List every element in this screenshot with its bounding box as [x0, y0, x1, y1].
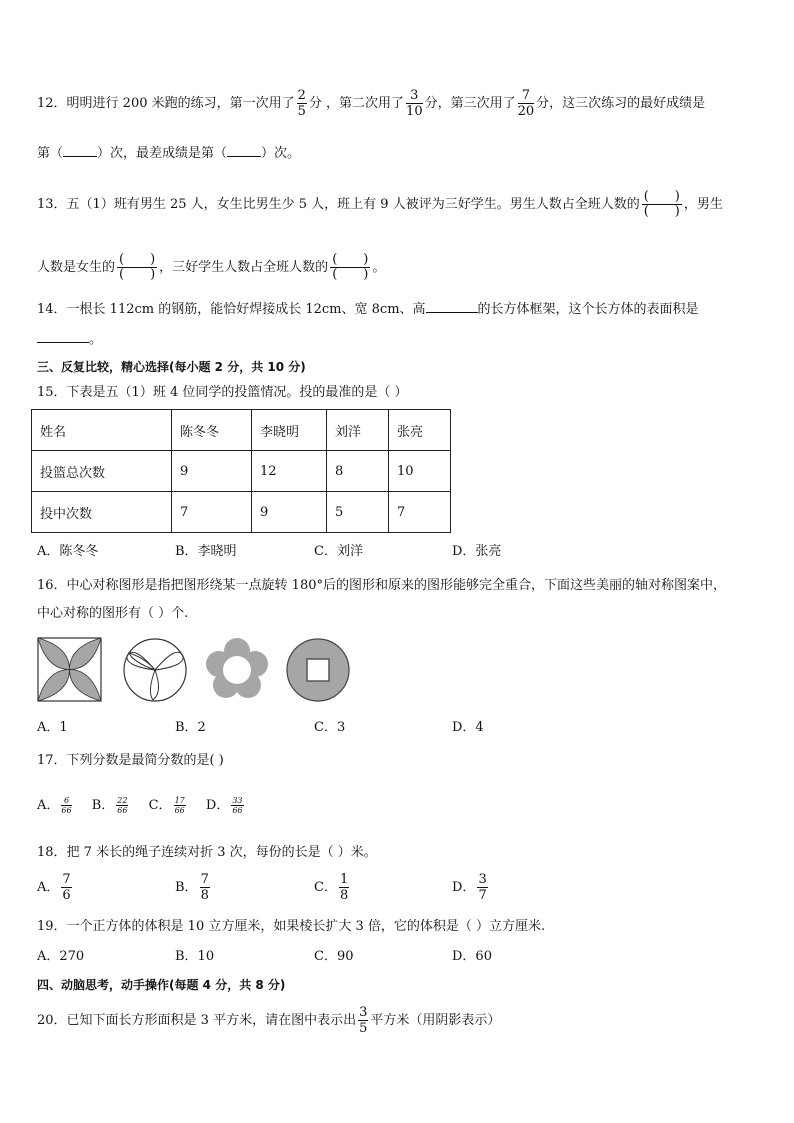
circle-three-petal-figure: [124, 639, 186, 701]
q16-option-b[interactable]: B．2: [175, 720, 206, 735]
q20-fraction: $\frac{3}{5}$: [359, 1005, 368, 1036]
q15-table: [31, 409, 451, 533]
table-cell: 刘洋: [327, 410, 389, 451]
q12-text-d: 分，这三次练习的最好成绩是: [536, 96, 706, 111]
q15-stem: 15．下表是五（1）班 4 位同学的投篮情况。投的最准的是（ ）: [37, 385, 408, 400]
table-cell: 8: [327, 451, 389, 492]
q18-option-d[interactable]: D． $\frac{3}{7}$: [452, 872, 487, 903]
q14-line-2: [37, 330, 102, 350]
table-cell: 9: [252, 492, 327, 533]
q18-option-c[interactable]: C． $\frac{1}{8}$: [314, 872, 349, 903]
coin-figure: [287, 639, 349, 701]
q17-options: [37, 796, 246, 816]
table-row: [32, 492, 451, 533]
section-3-heading: 三、反复比较，精心选择(每小题 2 分，共 10 分): [37, 360, 306, 374]
q16-line-1: 16．中心对称图形是指把图形绕某一点旋转 180°后的图形和原来的图形能够完全重合，下面这些美丽的轴对称图案中，: [37, 578, 726, 593]
q19-option-d[interactable]: D．60: [452, 949, 492, 964]
table-cell: 10: [389, 451, 451, 492]
q16-option-a[interactable]: A．1: [37, 720, 68, 735]
table-cell: 12: [252, 451, 327, 492]
q12-text-e: 第（: [37, 146, 64, 161]
q15-option-d[interactable]: D．张亮: [452, 544, 502, 559]
q15-option-b[interactable]: B．李晓明: [175, 544, 237, 559]
table-cell: 7: [389, 492, 451, 533]
q12-text-g: ）次。: [261, 146, 301, 161]
q17-option-a[interactable]: A． $\frac{6}{66}$: [37, 796, 72, 815]
table-cell: 李晓明: [252, 410, 327, 451]
q14-text-c: 。: [89, 332, 103, 347]
q12-text-c: 分，第三次用了: [424, 96, 516, 111]
q14-answer-blank-height[interactable]: [426, 312, 478, 313]
table-cell: 9: [172, 451, 252, 492]
q14-text-b: 的长方体框架，这个长方体的表面积是: [477, 302, 699, 317]
q16-figures: [37, 637, 367, 707]
q16-line-2: 中心对称的图形有（ ）个.: [37, 606, 189, 621]
q18-option-a[interactable]: A． $\frac{7}{6}$: [37, 872, 71, 903]
q13-answer-fraction-3[interactable]: ( ) ( ): [332, 252, 369, 282]
q12-answer-blank-2[interactable]: [227, 156, 261, 157]
q15-option-a[interactable]: A．陈冬冬: [37, 544, 99, 559]
q20-text-a: 20．已知下面长方形面积是 3 平方米，请在图中表示出: [37, 1013, 357, 1028]
q13-text-c: 人数是女生的: [37, 260, 116, 275]
table-cell: 7: [172, 492, 252, 533]
q12-text-a: 12．明明进行 200 米跑的练习，第一次用了: [37, 96, 295, 111]
q16-option-c[interactable]: C．3: [314, 720, 346, 735]
q13-answer-fraction-1[interactable]: ( ) ( ): [643, 189, 680, 219]
section-4-heading: 四、动脑思考，动手操作(每题 4 分，共 8 分): [37, 978, 286, 992]
q12-line-1: [37, 88, 705, 119]
q14-answer-blank-area[interactable]: [37, 342, 89, 343]
q19-stem: 19．一个正方体的体积是 10 立方厘米，如果棱长扩大 3 倍，它的体积是（ ）立方厘米.: [37, 919, 546, 934]
q13-line-1: [37, 190, 723, 219]
q18-stem: 18．把 7 米长的绳子连续对折 3 次，每份的长是（ ）米。: [37, 845, 377, 860]
table-cell: 投中次数: [32, 492, 172, 533]
q19-option-a[interactable]: A．270: [37, 949, 85, 964]
q12-fraction-1: $\frac{2}{5}$: [297, 88, 306, 119]
q12-answer-blank-1[interactable]: [63, 156, 97, 157]
q13-line-2: [37, 253, 385, 282]
q12-fraction-3: $\frac{7}{20}$: [517, 88, 535, 119]
q13-text-d: ，三好学生人数占全班人数的: [159, 260, 329, 275]
square-petal-figure: [38, 638, 101, 701]
q18-option-b[interactable]: B． $\frac{7}{8}$: [175, 872, 209, 903]
flower-figure: [206, 638, 268, 698]
q17-option-d[interactable]: D． $\frac{33}{66}$: [205, 796, 243, 815]
table-row: [32, 410, 451, 451]
q12-text-f: ）次，最差成绩是第（: [97, 146, 228, 161]
q20-text-b: 平方米（用阴影表示）: [370, 1013, 501, 1028]
q13-text-a: 13．五（1）班有男生 25 人，女生比男生少 5 人，班上有 9 人被评为三好学生。男生人数占全班人数的: [37, 197, 640, 212]
q17-option-c[interactable]: C． $\frac{17}{66}$: [148, 796, 185, 815]
table-cell: 张亮: [389, 410, 451, 451]
table-cell: 陈冬冬: [172, 410, 252, 451]
q14-text-a: 14．一根长 112cm 的钢筋，能恰好焊接成长 12cm、宽 8cm、高: [37, 302, 426, 317]
table-cell: 投篮总次数: [32, 451, 172, 492]
q12-fraction-2: $\frac{3}{10}$: [406, 88, 423, 119]
q20-line: [37, 1005, 500, 1036]
q19-option-b[interactable]: B．10: [175, 949, 215, 964]
q15-option-c[interactable]: C．刘洋: [314, 544, 363, 559]
q13-text-e: 。: [372, 260, 386, 275]
q12-text-b: 分 ，第二次用了: [308, 96, 405, 111]
table-row: [32, 451, 451, 492]
q17-stem: 17．下列分数是最简分数的是( ): [37, 753, 224, 768]
q17-option-b[interactable]: B． $\frac{22}{66}$: [91, 796, 128, 815]
q13-answer-fraction-2[interactable]: ( ) ( ): [119, 252, 156, 282]
q16-option-d[interactable]: D．4: [452, 720, 484, 735]
q14-line-1: [37, 300, 699, 320]
table-cell: 5: [327, 492, 389, 533]
table-cell: 姓名: [32, 410, 172, 451]
q12-line-2: [37, 144, 300, 164]
q19-option-c[interactable]: C．90: [314, 949, 354, 964]
q13-text-b: ，男生: [683, 197, 723, 212]
